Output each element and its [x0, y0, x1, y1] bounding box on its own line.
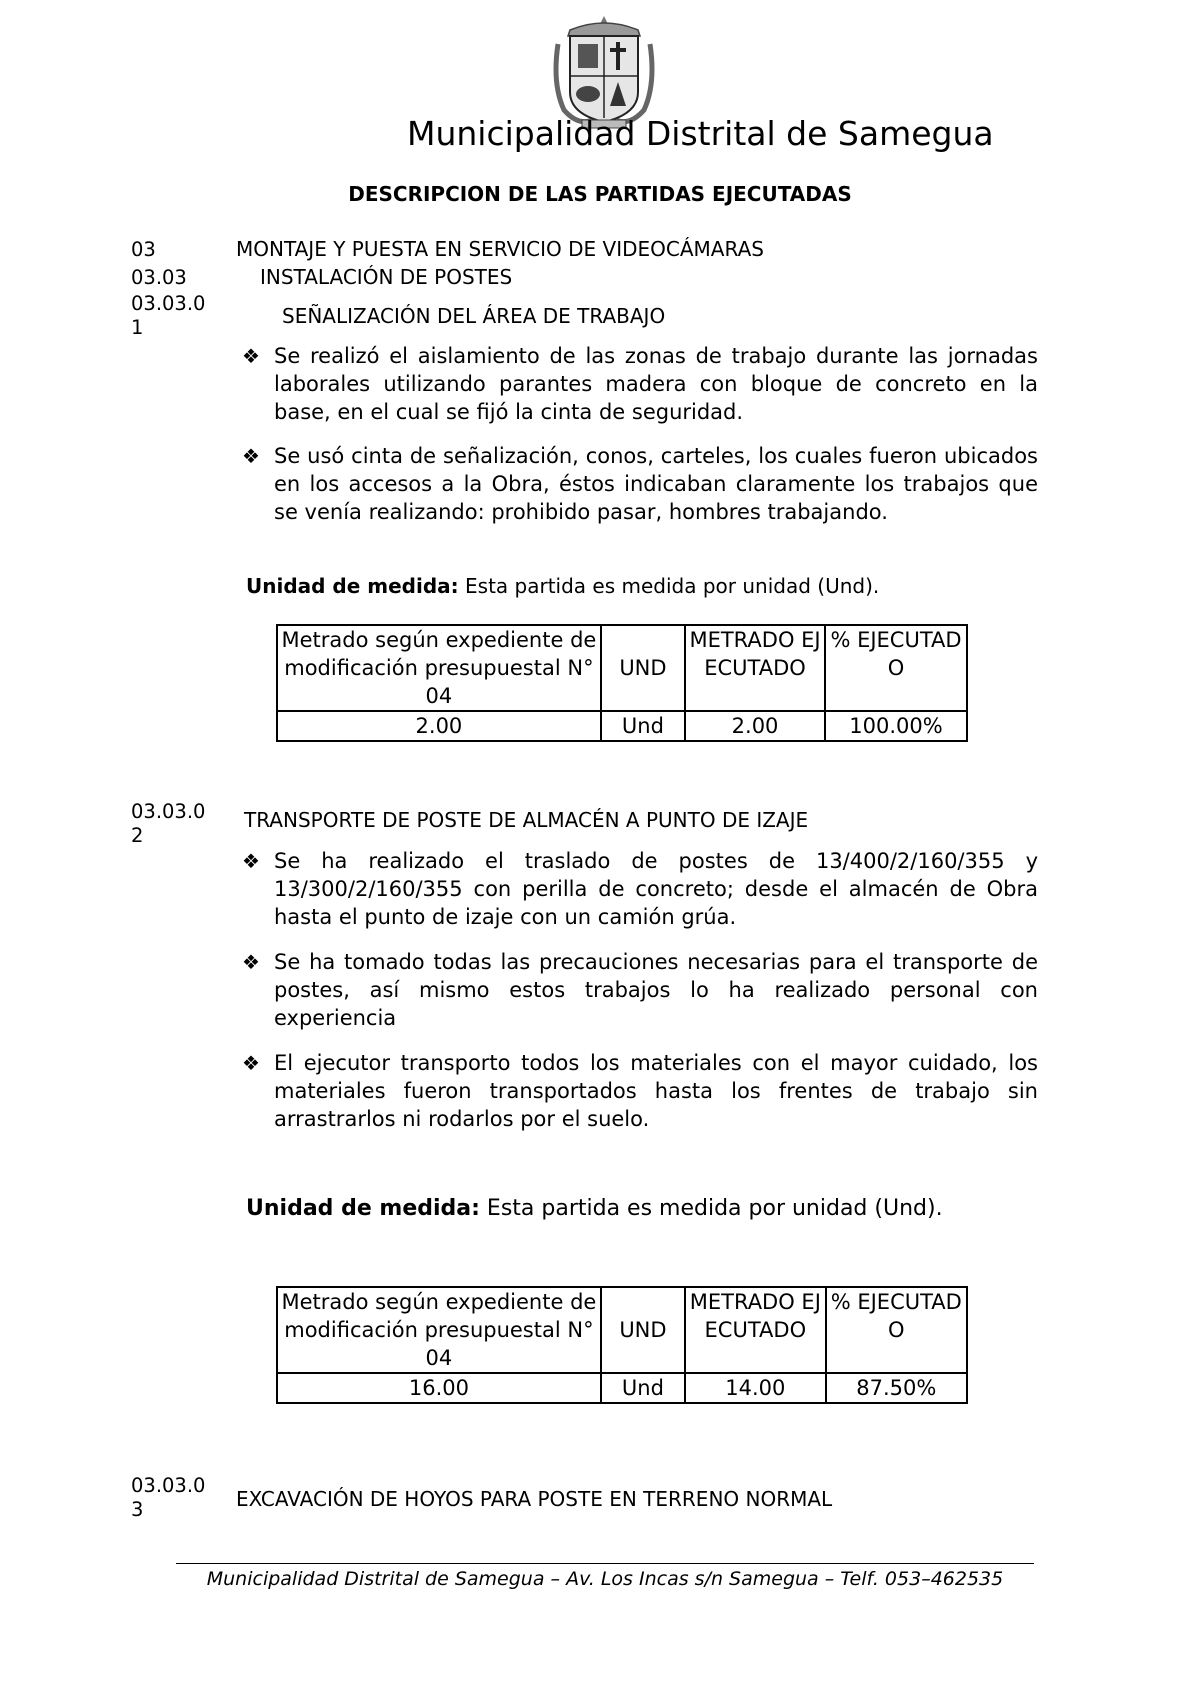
metrado-table — [276, 624, 968, 742]
table-header-row — [277, 625, 967, 711]
item-title: TRANSPORTE DE POSTE DE ALMACÉN A PUNTO DE IZAJE — [244, 808, 809, 832]
diamond-bullet-icon: ❖ — [242, 1051, 260, 1075]
footer-divider — [176, 1563, 1034, 1564]
table-row — [277, 1373, 967, 1403]
metrado-table — [276, 1286, 968, 1404]
table-header: Metrado según expediente de modificación presupuestal N° 04 — [277, 625, 601, 711]
item-title: SEÑALIZACIÓN DEL ÁREA DE TRABAJO — [282, 304, 666, 328]
table-cell: 2.00 — [685, 711, 825, 741]
bullet-item — [242, 342, 1038, 426]
table-cell: 2.00 — [277, 711, 601, 741]
subsection-code: 03.03 — [131, 266, 187, 289]
section-title: MONTAJE Y PUESTA EN SERVICIO DE VIDEOCÁMARAS — [236, 237, 764, 261]
table-cell: 14.00 — [685, 1373, 826, 1403]
municipality-name: Municipalidad Distrital de Samegua — [407, 114, 994, 153]
item-title: EXCAVACIÓN DE HOYOS PARA POSTE EN TERRENO NORMAL — [236, 1487, 833, 1511]
table-cell: 100.00% — [825, 711, 967, 741]
bullet-item — [242, 1049, 1038, 1133]
unit-of-measure — [246, 1196, 943, 1221]
bullet-item — [242, 442, 1038, 526]
table-header — [601, 625, 685, 711]
table-header-text: UND — [619, 656, 667, 680]
table-header: Metrado según expediente de modificación presupuestal N° 04 — [277, 1287, 601, 1373]
document-title: DESCRIPCION DE LAS PARTIDAS EJECUTADAS — [348, 182, 852, 206]
table-header — [601, 1287, 685, 1373]
unit-text: Esta partida es medida por unidad (Und). — [486, 1196, 943, 1221]
bullet-item — [242, 948, 1038, 1032]
diamond-bullet-icon: ❖ — [242, 344, 260, 368]
table-header-row — [277, 1287, 967, 1373]
unit-of-measure — [246, 574, 879, 598]
table-row — [277, 711, 967, 741]
diamond-bullet-icon: ❖ — [242, 444, 260, 468]
item-code: 03.03.01 — [131, 292, 206, 339]
table-cell: 16.00 — [277, 1373, 601, 1403]
table-cell: Und — [601, 1373, 685, 1403]
table-cell: 87.50% — [826, 1373, 967, 1403]
table-cell: Und — [601, 711, 685, 741]
table-header-text: UND — [619, 1318, 667, 1342]
bullet-item — [242, 847, 1038, 931]
bullet-text: Se usó cinta de señalización, conos, carteles, los cuales fueron ubicados en los accesos a la Obra, éstos indicaban claramente los trabajos que se venía realizando: prohibido pasar, hombres trabajando. — [274, 444, 1038, 524]
bullet-text: El ejecutor transporto todos los materiales con el mayor cuidado, los materiales fueron transportados hasta los frentes de trabajo sin arrastrarlos ni rodarlos por el suelo. — [274, 1051, 1038, 1131]
item-code: 03.03.03 — [131, 1474, 206, 1521]
table-header: METRADO EJECUTADO — [685, 1287, 826, 1373]
bullet-text: Se ha tomado todas las precauciones necesarias para el transporte de postes, así mismo estos trabajos lo ha realizado personal con experiencia — [274, 950, 1038, 1030]
section-code: 03 — [131, 238, 156, 261]
page-footer: Municipalidad Distrital de Samegua – Av. Los Incas s/n Samegua – Telf. 053–462535 — [206, 1568, 1004, 1590]
unit-label: Unidad de medida: — [246, 574, 459, 598]
unit-label: Unidad de medida: — [246, 1196, 480, 1221]
diamond-bullet-icon: ❖ — [242, 950, 260, 974]
diamond-bullet-icon: ❖ — [242, 849, 260, 873]
table-header: % EJECUTADO — [826, 1287, 967, 1373]
table-header: METRADO EJECUTADO — [685, 625, 825, 711]
bullet-text: Se realizó el aislamiento de las zonas de trabajo durante las jornadas laborales utilizando parantes madera con bloque de concreto en la base, en el cual se fijó la cinta de seguridad. — [274, 344, 1038, 424]
bullet-text: Se ha realizado el traslado de postes de 13/400/2/160/355 y 13/300/2/160/355 con perilla de concreto; desde el almacén de Obra hasta el punto de izaje con un camión grúa. — [274, 849, 1038, 929]
unit-text: Esta partida es medida por unidad (Und). — [465, 574, 880, 598]
table-header: % EJECUTADO — [825, 625, 967, 711]
item-code: 03.03.02 — [131, 800, 206, 847]
subsection-title: INSTALACIÓN DE POSTES — [260, 265, 513, 289]
